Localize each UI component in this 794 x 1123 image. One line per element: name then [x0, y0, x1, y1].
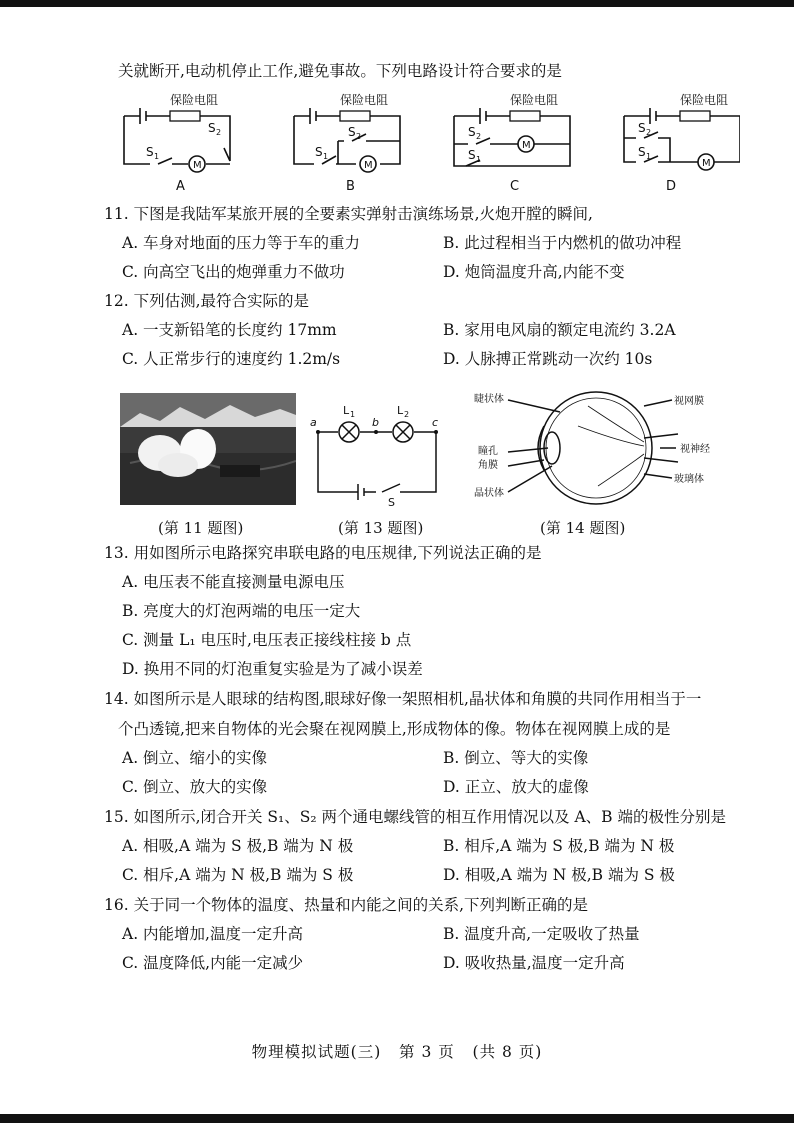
figure-14-eye-diagram: [468, 386, 716, 508]
switch-s2-c: S: [468, 125, 476, 139]
figure-11-caption: (第 11 题图): [158, 519, 244, 537]
motor-a: M: [193, 160, 202, 171]
switch-s2-a: S: [208, 121, 216, 135]
question-15-option-b: B. 相斥,A 端为 S 极,B 端为 N 极: [443, 837, 675, 855]
switch-s2-d-sub: 2: [646, 128, 652, 137]
lamp-l2-label: L: [397, 404, 404, 417]
label-optic-nerve: 视神经: [680, 444, 710, 455]
resistor-label-b: 保险电阻: [340, 93, 389, 107]
question-13-option-c: C. 测量 L₁ 电压时,电压表正接线柱接 b 点: [122, 631, 412, 649]
question-12-stem: 12. 下列估测,最符合实际的是: [104, 292, 310, 310]
motor-c: M: [522, 140, 531, 151]
question-14-stem-line2: 个凸透镜,把来自物体的光会聚在视网膜上,形成物体的像。物体在视网膜上成的是: [118, 720, 671, 738]
switch-s2-b: S: [348, 125, 356, 139]
question-10-stem-tail: 关就断开,电动机停止工作,避免事故。下列电路设计符合要求的是: [118, 62, 562, 80]
circuit-b: [294, 108, 400, 172]
lamp-l2-sub: 2: [404, 410, 410, 419]
figure-11-artillery-photo: [120, 393, 296, 505]
question-14-stem-line1: 14. 如图所示是人眼球的结构图,眼球好像一架照相机,晶状体和角膜的共同作用相当于一: [104, 690, 702, 708]
question-13-option-d: D. 换用不同的灯泡重复实验是为了减小误差: [122, 660, 423, 678]
question-16-option-c: C. 温度降低,内能一定减少: [122, 954, 304, 972]
circuit-a: [124, 108, 230, 172]
switch-s2-a-sub: 2: [216, 128, 222, 137]
node-c: c: [432, 416, 439, 429]
switch-s2-b-sub: 2: [356, 132, 362, 141]
node-a: a: [310, 416, 317, 429]
question-15-option-d: D. 相吸,A 端为 N 极,B 端为 S 极: [443, 866, 675, 884]
switch-s1-d-sub: 1: [646, 152, 652, 161]
switch-s1-a: S: [146, 145, 154, 159]
switch-s1-d: S: [638, 145, 646, 159]
label-retina: 视网膜: [674, 396, 704, 407]
question-15-option-c: C. 相斥,A 端为 N 极,B 端为 S 极: [122, 866, 354, 884]
question-16-option-d: D. 吸收热量,温度一定升高: [443, 954, 625, 972]
question-11-stem: 11. 下图是我陆军某旅开展的全要素实弹射击演练场景,火炮开膛的瞬间,: [104, 205, 593, 223]
option-label-b: B: [346, 179, 355, 194]
question-16-stem: 16. 关于同一个物体的温度、热量和内能之间的关系,下列判断正确的是: [104, 896, 589, 914]
question-11-option-d: D. 炮筒温度升高,内能不变: [443, 263, 625, 281]
question-10-circuit-options: [110, 86, 740, 196]
option-label-a: A: [176, 179, 185, 194]
question-14-option-c: C. 倒立、放大的实像: [122, 778, 268, 796]
bottom-border: [0, 1114, 794, 1123]
question-14-option-b: B. 倒立、等大的实像: [443, 749, 589, 767]
figure-13-caption: (第 13 题图): [338, 519, 424, 537]
motor-d: M: [702, 158, 711, 169]
question-13-option-b: B. 亮度大的灯泡两端的电压一定大: [122, 602, 361, 620]
resistor-label-a: 保险电阻: [170, 93, 219, 107]
label-vitreous: 玻璃体: [674, 474, 704, 485]
option-label-d: D: [666, 179, 677, 194]
figure-14-caption: (第 14 题图): [540, 519, 626, 537]
resistor-label-d: 保险电阻: [680, 93, 729, 107]
motor-b: M: [364, 160, 373, 171]
switch-s1-c-sub: 1: [476, 155, 482, 164]
label-lens: 晶状体: [474, 488, 504, 499]
question-14-option-d: D. 正立、放大的虚像: [443, 778, 589, 796]
option-label-c: C: [510, 179, 520, 194]
question-12-option-a: A. 一支新铅笔的长度约 17mm: [122, 321, 337, 339]
switch-s1-a-sub: 1: [154, 152, 160, 161]
question-12-option-b: B. 家用电风扇的额定电流约 3.2A: [443, 321, 676, 339]
question-12-option-c: C. 人正常步行的速度约 1.2m/s: [122, 350, 341, 368]
question-16-option-a: A. 内能增加,温度一定升高: [122, 925, 303, 943]
question-16-option-b: B. 温度升高,一定吸收了热量: [443, 925, 640, 943]
question-11-option-c: C. 向高空飞出的炮弹重力不做功: [122, 263, 345, 281]
question-15-stem: 15. 如图所示,闭合开关 S₁、S₂ 两个通电螺线管的相互作用情况以及 A、B 端的极性分别是: [104, 808, 726, 826]
question-15-option-a: A. 相吸,A 端为 S 极,B 端为 N 极: [122, 837, 354, 855]
figure-13-series-circuit: [306, 400, 456, 508]
lamp-l1-label: L: [343, 404, 350, 417]
top-border: [0, 0, 794, 7]
question-11-option-b: B. 此过程相当于内燃机的做功冲程: [443, 234, 682, 252]
circuit-d: [624, 108, 740, 170]
switch-s1-c: S: [468, 148, 476, 162]
switch-s-label: S: [388, 496, 395, 508]
switch-s2-d: S: [638, 121, 646, 135]
resistor-label-c: 保险电阻: [510, 93, 559, 107]
lamp-l1-sub: 1: [350, 410, 356, 419]
label-pupil: 瞳孔: [478, 446, 498, 457]
switch-s1-b-sub: 1: [323, 152, 329, 161]
question-11-option-a: A. 车身对地面的压力等于车的重力: [122, 234, 361, 252]
question-14-option-a: A. 倒立、缩小的实像: [122, 749, 268, 767]
question-13-stem: 13. 用如图所示电路探究串联电路的电压规律,下列说法正确的是: [104, 544, 542, 562]
question-13-option-a: A. 电压表不能直接测量电源电压: [122, 573, 345, 591]
label-ciliary-body: 睫状体: [474, 394, 504, 405]
label-cornea: 角膜: [478, 460, 498, 471]
question-12-option-d: D. 人脉搏正常跳动一次约 10s: [443, 350, 653, 368]
switch-s2-c-sub: 2: [476, 132, 482, 141]
switch-s1-b: S: [315, 145, 323, 159]
page-footer: 物理模拟试题(三) 第 3 页 (共 8 页): [251, 1043, 543, 1061]
node-b: b: [372, 416, 379, 429]
